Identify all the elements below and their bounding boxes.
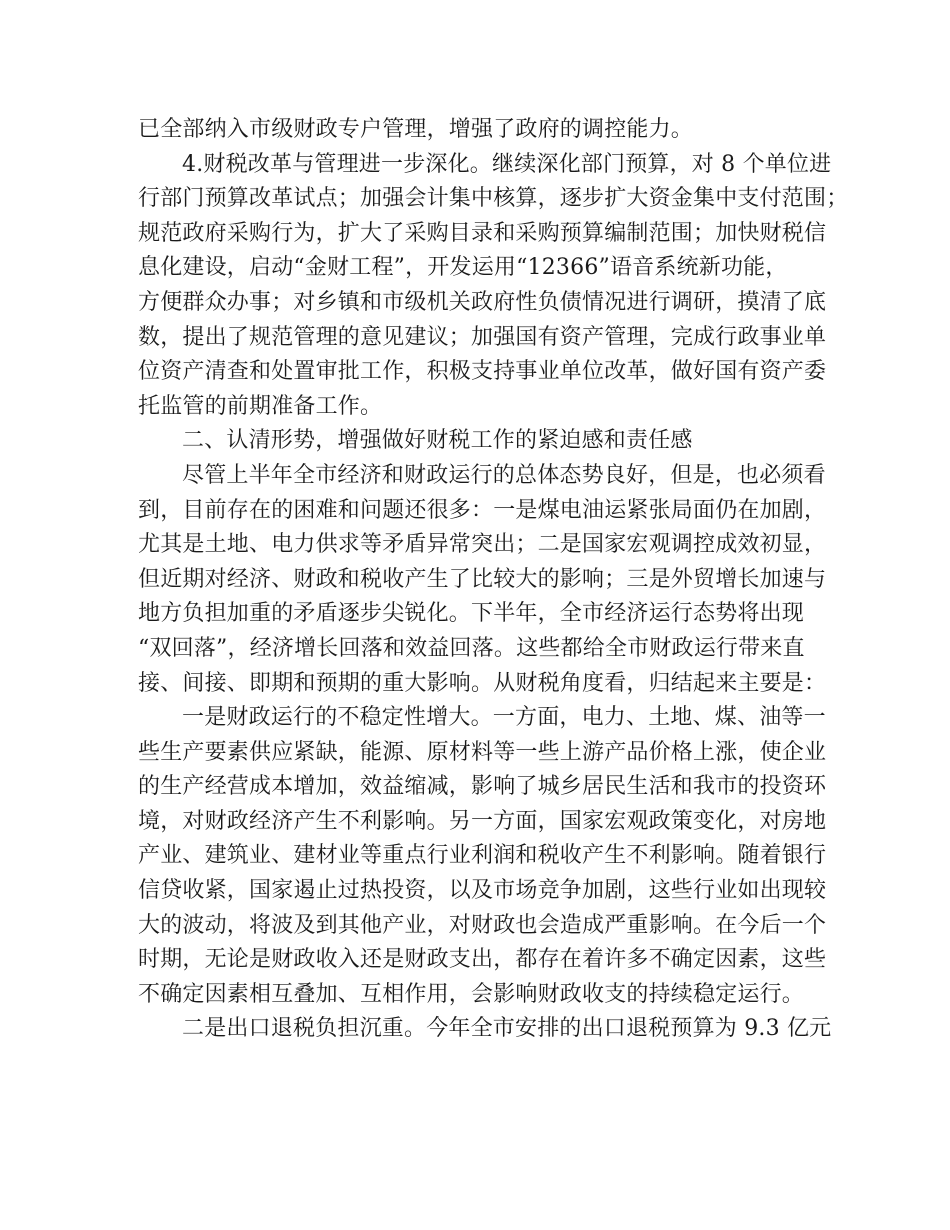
text-line: 数，提出了规范管理的意见建议；加强国有资产管理，完成行政事业单 <box>138 324 827 350</box>
text-line: 大的波动，将波及到其他产业，对财政也会造成严重影响。在今后一个 <box>138 912 827 938</box>
text-line: 境，对财政经济产生不利影响。另一方面，国家宏观政策变化，对房地 <box>138 808 827 834</box>
text-line: “双回落”，经济增长回落和效益回落。这些都给全市财政运行带来直 <box>138 635 805 661</box>
text-line: 二、认清形势，增强做好财税工作的紧迫感和责任感 <box>182 428 693 454</box>
text-line: 行部门预算改革试点；加强会计集中核算，逐步扩大资金集中支付范围； <box>138 186 849 212</box>
text-line: 地方负担加重的矛盾逐步尖锐化。下半年，全市经济运行态势将出现 <box>138 601 805 627</box>
text-line: 产业、建筑业、建材业等重点行业利润和税收产生不利影响。随着银行 <box>138 843 827 869</box>
text-line: 时期，无论是财政收入还是财政支出，都存在着许多不确定因素，这些 <box>138 947 827 973</box>
document-body <box>138 113 849 1047</box>
text-line: 方便群众办事；对乡镇和市级机关政府性负债情况进行调研，摸清了底 <box>138 289 827 315</box>
text-line: 已全部纳入市级财政专户管理，增强了政府的调控能力。 <box>138 117 694 142</box>
text-line: 到，目前存在的困难和问题还很多：一是煤电油运紧张局面仍在加剧， <box>138 497 827 523</box>
text-line: 二是出口退税负担沉重。今年全市安排的出口退税预算为 9.3 亿元 <box>182 1016 832 1042</box>
text-line: 一是财政运行的不稳定性增大。一方面，电力、土地、煤、油等一 <box>182 705 826 731</box>
text-line: 信贷收紧，国家遏止过热投资，以及市场竞争加剧，这些行业如出现较 <box>138 878 827 904</box>
text-line: 尤其是土地、电力供求等矛盾异常突出；二是国家宏观调控成效初显， <box>138 532 827 558</box>
text-line: 息化建设，启动“金财工程”，开发运用“12366”语音系统新功能， <box>138 255 788 281</box>
text-line: 但近期对经济、财政和税收产生了比较大的影响；三是外贸增长加速与 <box>138 566 827 592</box>
text-line: 托监管的前期准备工作。 <box>138 393 383 419</box>
text-line: 的生产经营成本增加，效益缩减，影响了城乡居民生活和我市的投资环 <box>138 774 827 800</box>
text-line: 尽管上半年全市经济和财政运行的总体态势良好，但是，也必须看 <box>182 462 826 488</box>
text-line: 规范政府采购行为，扩大了采购目录和采购预算编制范围；加快财税信 <box>138 220 827 246</box>
text-line: 接、间接、即期和预期的重大影响。从财税角度看，归结起来主要是： <box>138 670 827 696</box>
text-line: 位资产清查和处置审批工作，积极支持事业单位改革，做好国有资产委 <box>138 359 827 385</box>
text-line: 些生产要素供应紧缺，能源、原材料等一些上游产品价格上涨，使企业 <box>138 739 827 765</box>
text-line: 4.财税改革与管理进一步深化。继续深化部门预算，对 8 个单位进 <box>182 151 832 177</box>
text-line: 不确定因素相互叠加、互相作用，会影响财政收支的持续稳定运行。 <box>138 981 805 1007</box>
